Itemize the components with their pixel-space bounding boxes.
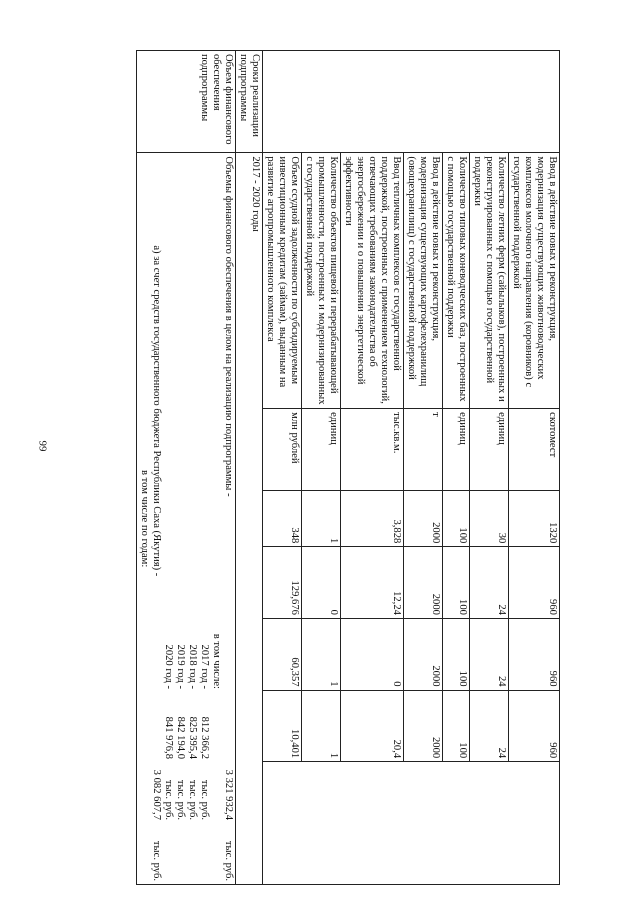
rotated-table-wrapper [60, 50, 560, 885]
indicator-value: 30 [470, 491, 509, 547]
passport-label-cell [470, 51, 509, 153]
passport-label-cell [404, 51, 443, 153]
indicator-unit: единиц [302, 409, 341, 491]
indicator-unit: единиц [470, 409, 509, 491]
indicator-row [263, 51, 302, 885]
indicator-value: 24 [470, 690, 509, 762]
indicator-unit: единиц [443, 409, 470, 491]
financing-year-line [162, 156, 174, 881]
financing-total-value: 3 321 932,4 [223, 769, 234, 820]
blank-cell [404, 762, 443, 885]
indicator-value: 960 [509, 690, 560, 762]
indicator-value: 10,401 [263, 690, 302, 762]
passport-label-cell [341, 51, 404, 153]
indicator-row [404, 51, 443, 885]
passport-label-cell [263, 51, 302, 153]
indicator-name: Количество объектов пищевой и перерабатывающей промышленности, построенных и модернизированных с государственной поддержкой [302, 153, 341, 409]
indicator-row [302, 51, 341, 885]
financing-year-line [186, 156, 198, 881]
financing-year-value: 842 194,0 [175, 716, 186, 759]
indicator-row [443, 51, 470, 885]
blank-cell [470, 762, 509, 885]
indicator-value: 960 [509, 547, 560, 619]
indicator-value: 0 [302, 547, 341, 619]
indicator-value: 1 [302, 618, 341, 690]
indicator-value: 24 [470, 618, 509, 690]
indicator-value: 2000 [404, 547, 443, 619]
financing-budget-value: 3 082 607,7 [151, 769, 162, 820]
indicator-value: 129,676 [263, 547, 302, 619]
indicator-value: 100 [443, 491, 470, 547]
indicator-row [341, 51, 404, 885]
indicator-value: 2000 [404, 618, 443, 690]
financing-row [137, 51, 236, 885]
indicator-value: 100 [443, 690, 470, 762]
indicator-value: 1 [302, 491, 341, 547]
blank-cell [443, 762, 470, 885]
indicator-name: Количество типовых коневодческих баз, построенных с помощью государственной поддержки [443, 153, 470, 409]
indicator-name: Объем ссудной задолженности по субсидируемым инвестиционным кредитам (займам), выданным на развитие агропромышленного комплекса [263, 153, 302, 409]
financing-year: 2019 год - [175, 644, 186, 689]
indicator-value: 100 [443, 618, 470, 690]
blank-cell [263, 762, 302, 885]
indicator-value: 1 [302, 690, 341, 762]
indicator-value: 100 [443, 547, 470, 619]
financing-label: Объем финансового обеспечения подпрограммы [137, 51, 236, 153]
financing-year-line [198, 156, 210, 881]
financing-total-line [222, 156, 234, 881]
indicator-value: 12,24 [341, 547, 404, 619]
terms-value: 2017 - 2020 годы [236, 153, 263, 885]
financing-year-value: 841 976,8 [163, 716, 174, 759]
financing-content [137, 153, 236, 885]
indicator-unit: тыс.кв.м. [341, 409, 404, 491]
financing-total-unit: тыс. руб. [223, 840, 234, 881]
financing-year: 2018 год - [187, 644, 198, 689]
blank-cell [509, 762, 560, 885]
financing-year-unit: тыс. руб. [187, 779, 198, 820]
financing-year: 2017 год - [199, 644, 210, 689]
indicator-unit: скотомест [509, 409, 560, 491]
indicator-name: Количество летних ферм (сайылыков), построенных и реконструированных с помощью государственной поддержки [470, 153, 509, 409]
indicator-value: 0 [341, 618, 404, 690]
subprogram-passport-table [136, 50, 560, 885]
financing-including: в том числе: [211, 633, 222, 689]
financing-budget-unit: тыс. руб. [151, 840, 162, 881]
indicator-name: Ввод тепличных комплексов с государственной поддержкой, построенных с применением технологий, отвечающих требованиям законодательства об энергосбережении и о повышении энергетической эффективности [341, 153, 404, 409]
blank-cell [341, 762, 404, 885]
indicator-name: Ввод в действие новых и реконструкция, модернизация существующих картофелехранилищ (овощехранилищ) с государственной поддержкой [404, 153, 443, 409]
indicator-value: 3,828 [341, 491, 404, 547]
financing-year-unit: тыс. руб. [199, 779, 210, 820]
financing-budget-text: а) за счет средств государственного бюджета Республики Саха (Якутия) - [151, 245, 162, 577]
indicator-value: 1320 [509, 491, 560, 547]
indicator-value: 2000 [404, 690, 443, 762]
financing-total-text: Объемы финансового обеспечения в целом на реализацию подпрограммы - [223, 156, 234, 497]
indicator-unit: млн рублей [263, 409, 302, 491]
financing-year-line [174, 156, 186, 881]
terms-row [236, 51, 263, 885]
indicator-row [470, 51, 509, 885]
indicator-value: 2000 [404, 491, 443, 547]
financing-year-unit: тыс. руб. [163, 779, 174, 820]
page-number: 99 [36, 440, 49, 452]
blank-cell [302, 762, 341, 885]
financing-budget-including: в том числе по годам: [139, 469, 150, 568]
passport-label-cell [509, 51, 560, 153]
indicator-value: 960 [509, 618, 560, 690]
indicator-value: 348 [263, 491, 302, 547]
passport-label-cell [302, 51, 341, 153]
financing-year-unit: тыс. руб. [175, 779, 186, 820]
financing-year-value: 825 395,4 [187, 716, 198, 759]
indicator-value: 24 [470, 547, 509, 619]
indicator-name: Ввод в действие новых и реконструкция, модернизация существующих животноводческих комплексов молочного направления (коровников) с государственной поддержкой [509, 153, 560, 409]
indicator-value: 60,357 [263, 618, 302, 690]
terms-label: Сроки реализации подпрограммы [236, 51, 263, 153]
indicator-value: 20,4 [341, 690, 404, 762]
passport-label-cell [443, 51, 470, 153]
indicator-unit: т [404, 409, 443, 491]
financing-budget-line [150, 156, 162, 881]
financing-year-value: 812 366,2 [199, 716, 210, 759]
financing-year: 2020 год - [163, 644, 174, 689]
financing-including-line [210, 156, 222, 881]
indicator-row [509, 51, 560, 885]
